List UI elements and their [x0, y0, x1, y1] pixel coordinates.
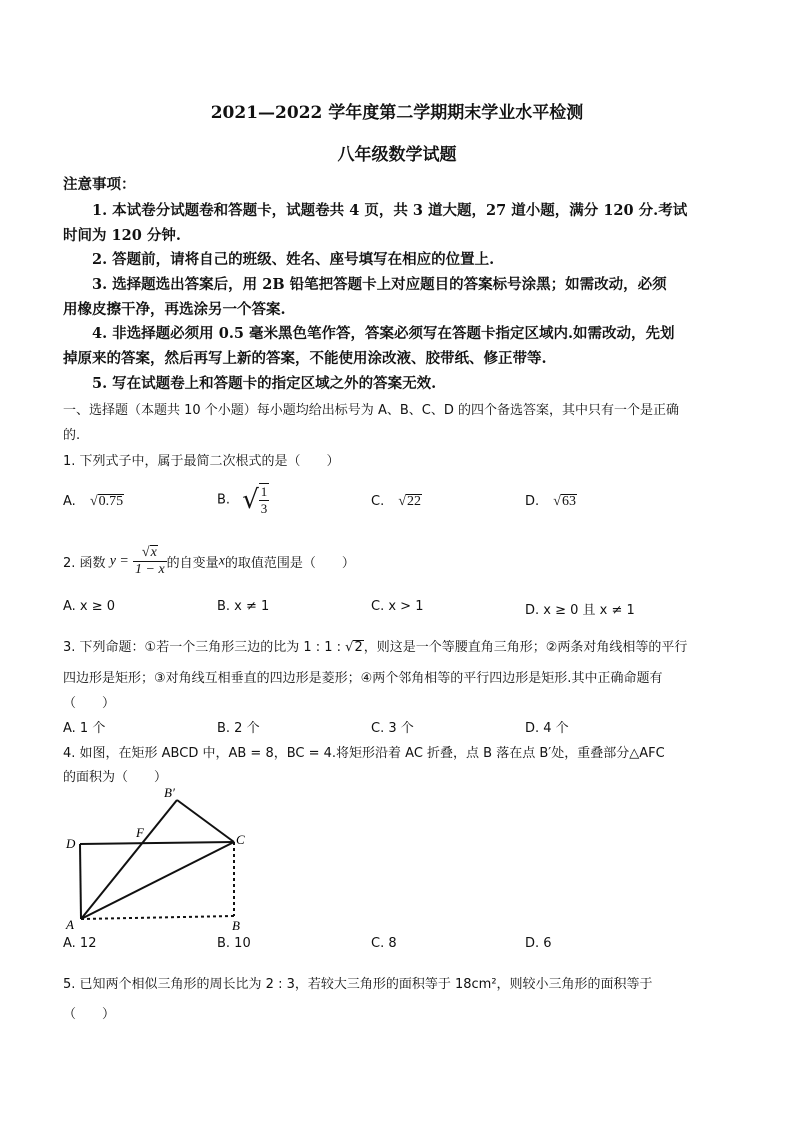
label-F: F	[136, 825, 144, 840]
option-label: C.	[371, 494, 385, 509]
geometry-figure	[60, 782, 280, 934]
stem-text: 的取值范围是（ ）	[224, 556, 355, 571]
notice-line: 5. 写在试题卷上和答题卡的指定区域之外的答案无效.	[92, 375, 437, 392]
question-4-line2: 的面积为（ ）	[63, 770, 168, 785]
radicand: 22	[407, 494, 422, 509]
label-B-prime: B′	[164, 785, 175, 800]
section-heading: 一、选择题（本题共 10 个小题）每小题均给出标号为 A、B、C、D 的四个备选答案，其中只有一个是正确	[63, 403, 679, 418]
label-C: C	[236, 832, 245, 847]
option-label: D.	[525, 494, 540, 509]
question-4-line1: 4. 如图，在矩形 ABCD 中，AB = 8，BC = 4.将矩形沿着 AC 折叠，点 B 落在点 B′处，重叠部分△AFC	[63, 746, 665, 761]
notice-line: 3. 选择题选出答案后，用 2B 铅笔把答题卡上对应题目的答案标号涂黑；如需改动，必须	[92, 276, 667, 293]
question-5-line2: （ ）	[63, 1007, 116, 1022]
stem-text: 3. 下列命题：①若一个三角形三边的比为 1 : 1 :	[63, 640, 342, 655]
q4-option-d: D. 6	[525, 936, 552, 951]
segment-AB-prime	[81, 800, 177, 919]
q2-option-d: D. x ≥ 0 且 x ≠ 1	[525, 603, 635, 618]
radicand: 63	[561, 494, 576, 509]
question-2-stem: 2. 函数 y = $\frac{√x}{1 - x}$ 的自变量x的取值范围是（ ）	[63, 545, 355, 577]
label-B: B	[232, 918, 240, 933]
function-var: y =	[109, 553, 129, 569]
q4-option-c: C. 8	[371, 936, 397, 951]
option-label: A.	[63, 494, 76, 509]
q2-option-c: C. x > 1	[371, 599, 424, 614]
notice-line: 4. 非选择题必须用 0.5 毫米黑色笔作答，答案必须写在答题卡指定区域内.如需改动，先划	[92, 325, 675, 342]
segment-AC	[81, 842, 234, 919]
label-A: A	[66, 917, 74, 932]
q3-option-c: C. 3 个	[371, 721, 414, 736]
q1-option-c: C. √22	[371, 494, 422, 509]
question-5-line1: 5. 已知两个相似三角形的周长比为 2 : 3，若较大三角形的面积等于 18cm²，则较小三角形的面积等于	[63, 977, 653, 992]
q1-option-b: B. √ $\frac{1}{3}$	[217, 484, 268, 516]
section-heading-cont: 的.	[63, 428, 81, 443]
radicand: 2	[354, 640, 363, 655]
option-label: B.	[217, 492, 231, 508]
q1-option-d: D. √63	[525, 494, 576, 509]
notice-line: 用橡皮擦干净，再选涂另一个答案.	[63, 301, 286, 318]
stem-text: 的自变量	[166, 556, 219, 571]
notice-line: 2. 答题前，请将自己的班级、姓名、座号填写在相应的位置上.	[92, 251, 495, 268]
question-1-stem: 1. 下列式子中，属于最简二次根式的是（ ）	[63, 454, 340, 469]
question-3-line3: （ ）	[63, 696, 116, 711]
notice-line: 1. 本试卷分试题卷和答题卡，试题卷共 4 页，共 3 道大题，27 道小题，满分 120 分.考试	[92, 202, 688, 219]
q4-option-a: A. 12	[63, 936, 97, 951]
segment-B-prime-C	[177, 800, 234, 842]
q3-option-d: D. 4 个	[525, 721, 569, 736]
q2-option-a: A. x ≥ 0	[63, 599, 116, 614]
exam-title: 2021—2022 学年度第二学期期末学业水平检测	[210, 103, 584, 123]
q3-option-a: A. 1 个	[63, 721, 106, 736]
stem-text: ，则这是一个等腰直角三角形；②两条对角线相等的平行	[363, 640, 688, 655]
fraction-numerator: x	[150, 545, 157, 560]
q2-option-b: B. x ≠ 1	[217, 599, 270, 614]
notice-line: 掉原来的答案，然后再写上新的答案，不能使用涂改液、胶带纸、修正带等.	[63, 350, 547, 367]
stem-text: 2. 函数	[63, 556, 106, 571]
question-3-line2: 四边形是矩形；③对角线互相垂直的四边形是菱形；④两个邻角相等的平行四边形是矩形.其中正确命题有	[63, 671, 663, 686]
segment-DC	[80, 842, 234, 844]
q1-option-a: A. √0.75	[63, 494, 124, 509]
variable: x	[218, 553, 225, 569]
notice-heading: 注意事项：	[63, 176, 136, 193]
label-D: D	[66, 836, 76, 851]
fraction-numerator: 1	[260, 484, 268, 499]
segment-AB-dashed	[81, 916, 234, 919]
fraction-denominator: 3	[260, 501, 268, 516]
notice-line: 时间为 120 分钟.	[63, 227, 181, 244]
radicand: 0.75	[98, 494, 124, 509]
q3-option-b: B. 2 个	[217, 721, 260, 736]
q4-option-b: B. 10	[217, 936, 251, 951]
segment-DA	[80, 844, 81, 919]
fraction-denominator: 1 − x	[135, 562, 165, 577]
exam-subtitle: 八年级数学试题	[337, 145, 457, 165]
question-3-line1: 3. 下列命题：①若一个三角形三边的比为 1 : 1 : √2，则这是一个等腰直角三角形；②两条对角线相等的平行	[63, 640, 688, 655]
